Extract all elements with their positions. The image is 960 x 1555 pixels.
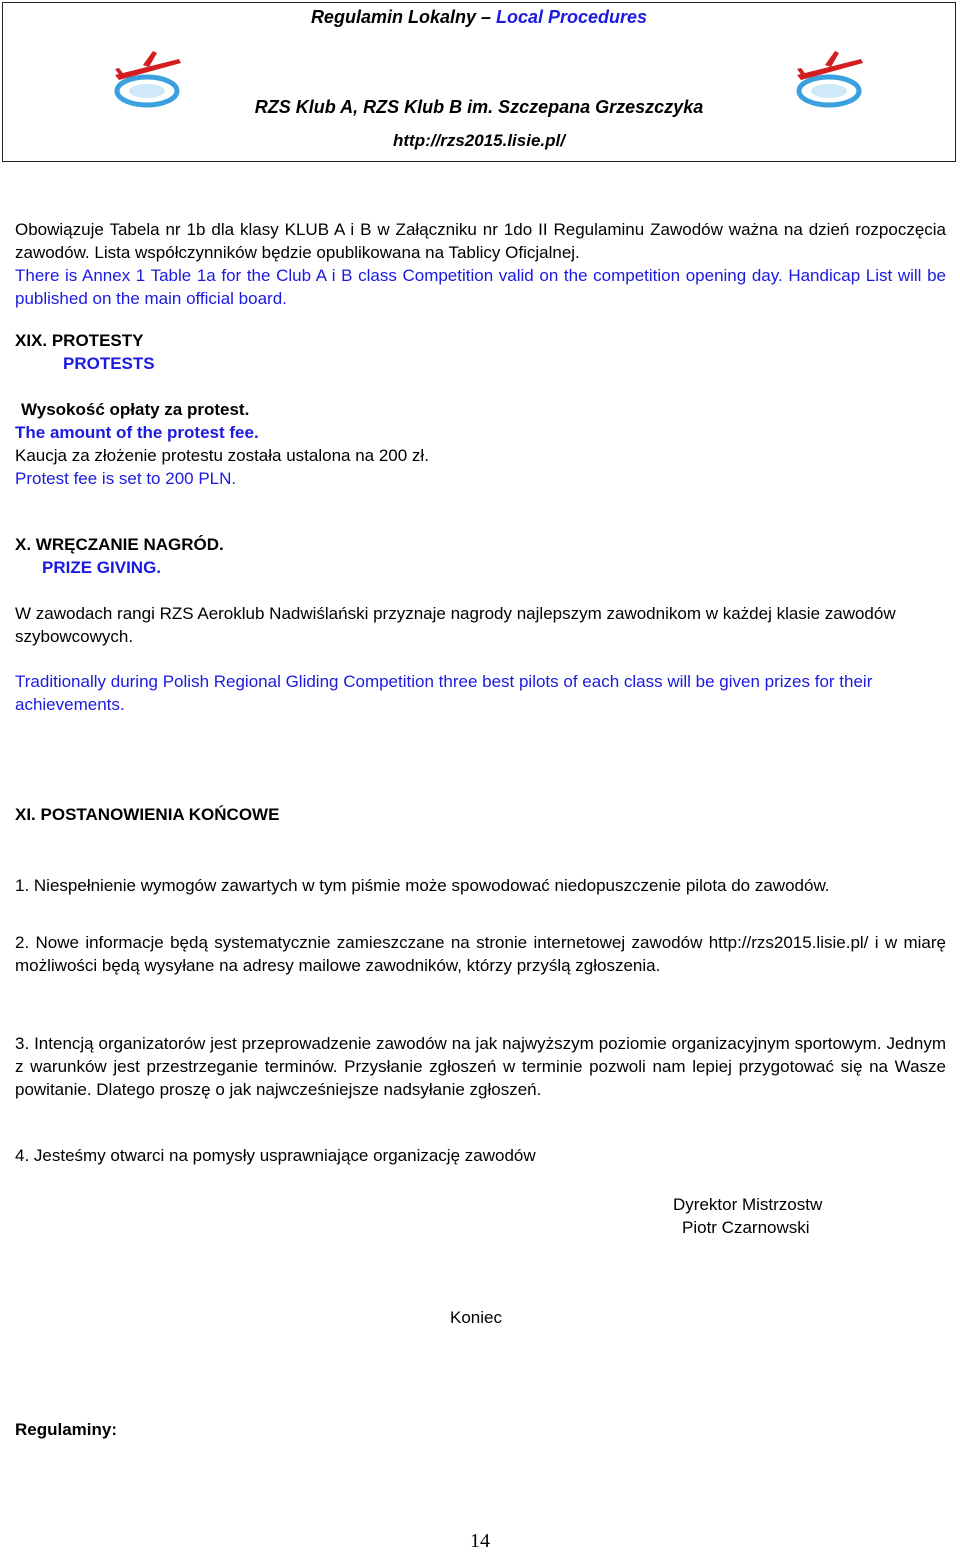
final-provision-1: 1. Niespełnienie wymogów zawartych w tym piśmie może spowodować niedopuszczenie pilota do zawodów. [15, 876, 830, 895]
final-provision-4: 4. Jesteśmy otwarci na pomysły usprawniające organizację zawodów [15, 1146, 536, 1165]
final-provision-2: 2. Nowe informacje będą systematycznie zamieszczane na stronie internetowej zawodów http://rzs2015.lisie.pl/ i w miarę możliwości będą wysyłane na adresy mailowe zawodników, którzy przyślą zgłoszenia. [15, 933, 946, 975]
section-xix-heading: XIX. PROTESTY [15, 331, 144, 350]
section-xi-heading: XI. POSTANOWIENIA KOŃCOWE [15, 805, 280, 824]
header-title-pl: Regulamin Lokalny [310, 7, 476, 27]
regulations-label: Regulaminy: [15, 1420, 118, 1439]
header-title [3, 7, 955, 28]
header-title-dash: – [475, 7, 496, 27]
section-x-heading-en: PRIZE GIVING. [42, 558, 162, 577]
header-subtitle: RZS Klub A, RZS Klub B im. Szczepana Grzeszczyka [254, 97, 704, 117]
prize-text-en: Traditionally during Polish Regional Gliding Competition three best pilots of each class will be given prizes for their achievements. [15, 672, 873, 714]
intro-text-pl: Obowiązuje Tabela nr 1b dla klasy KLUB A i B w Załączniku nr 1do II Regulaminu Zawodów ważna na dzień rozpoczęcia zawodów. Lista współczynników będzie opublikowana na Tablicy Oficjalnej. [15, 220, 946, 262]
final-provision-3: 3. Intencją organizatorów jest przeprowadzenie zawodów na jak najwyższym poziomie organizacyjnym sportowym. Jednym z warunków jest przestrzeganie terminów. Przysłanie zgłoszeń w terminie pozwoli nam lepiej przygotować się na Wasze powitanie. Dlatego proszę o jak najwcześniejsze nadsyłanie zgłoszeń. [15, 1034, 946, 1099]
intro-text-en: There is Annex 1 Table 1a for the Club A i B class Competition valid on the competition opening day. Handicap List will be published on the main official board. [15, 266, 946, 308]
section-x-heading: X. WRĘCZANIE NAGRÓD. [15, 535, 224, 554]
protest-fee-text: Kaucja za złożenie protestu została ustalona na 200 zł. [15, 446, 429, 465]
protest-fee-text-en: Protest fee is set to 200 PLN. [15, 469, 237, 488]
signature-role: Dyrektor Mistrzostw [673, 1195, 823, 1214]
protest-fee-heading: Wysokość opłaty za protest. [21, 400, 250, 419]
page-header [2, 2, 956, 162]
section-xix-heading-en: PROTESTS [63, 354, 155, 373]
header-url: http://rzs2015.lisie.pl/ [393, 131, 565, 150]
end-text: Koniec [450, 1308, 502, 1327]
header-title-en: Local Procedures [496, 7, 648, 27]
prize-text-pl: W zawodach rangi RZS Aeroklub Nadwiślański przyznaje nagrody najlepszym zawodnikom w każdej klasie zawodów szybowcowych. [15, 604, 896, 646]
protest-fee-heading-en: The amount of the protest fee. [15, 423, 259, 442]
page-number: 14 [470, 1530, 490, 1552]
signature-name: Piotr Czarnowski [682, 1218, 810, 1237]
